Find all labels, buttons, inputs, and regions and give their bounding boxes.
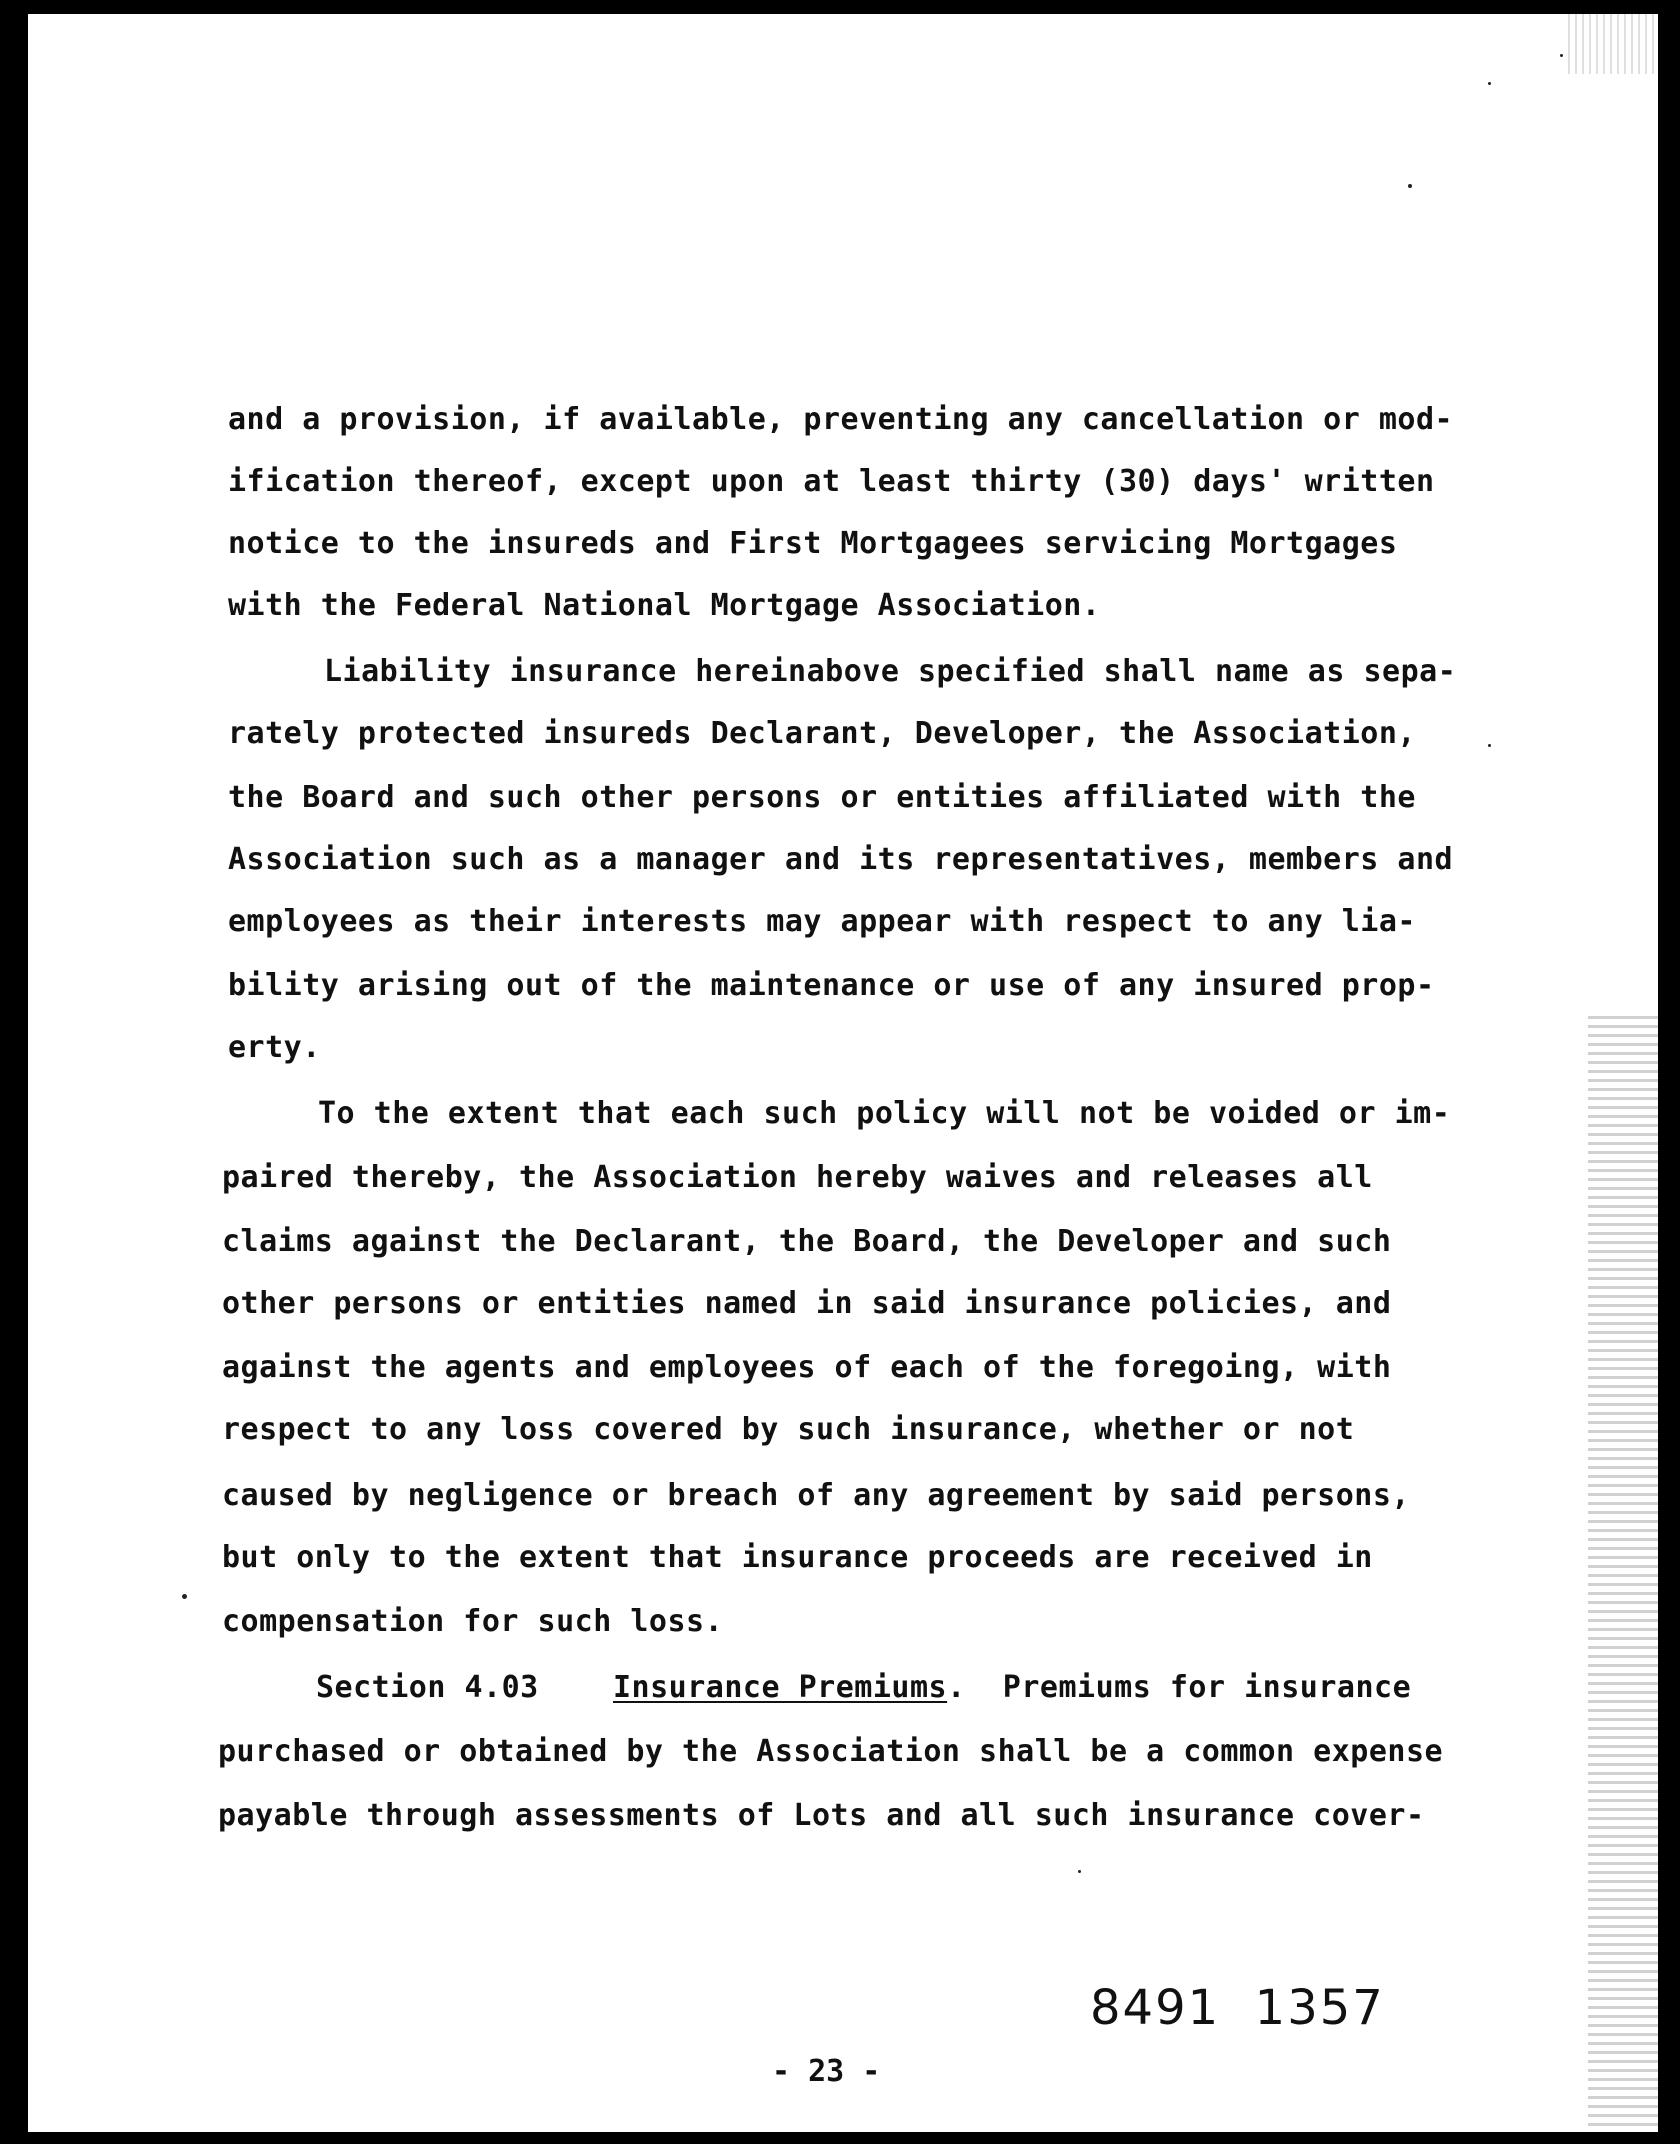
body-line: the Board and such other persons or entities affiliated with the <box>228 780 1416 815</box>
scan-speck <box>1560 54 1563 57</box>
body-line: and a provision, if available, preventing any cancellation or mod- <box>228 402 1454 437</box>
body-line: Liability insurance hereinabove specified shall name as sepa- <box>324 654 1457 689</box>
scan-speck <box>1488 82 1491 85</box>
body-line: respect to any loss covered by such insurance, whether or not <box>222 1412 1355 1447</box>
body-line: caused by negligence or breach of any agreement by said persons, <box>222 1478 1410 1513</box>
body-line: ification thereof, except upon at least thirty (30) days' written <box>228 464 1435 499</box>
section-heading-line <box>316 1670 1411 1706</box>
section-heading-continuation: . Premiums for insurance <box>947 1670 1412 1705</box>
body-line: with the Federal National Mortgage Association. <box>228 588 1101 623</box>
body-line: purchased or obtained by the Association shall be a common expense <box>218 1734 1444 1769</box>
body-line: compensation for such loss. <box>222 1604 724 1639</box>
body-line: payable through assessments of Lots and all such insurance cover- <box>218 1798 1425 1833</box>
body-line: claims against the Declarant, the Board, the Developer and such <box>222 1224 1392 1259</box>
body-line: bility arising out of the maintenance or use of any insured prop- <box>228 968 1435 1003</box>
page-number: - 23 - <box>772 2054 881 2089</box>
body-line: To the extent that each such policy will not be voided or im- <box>318 1096 1451 1131</box>
scan-speck <box>182 1594 187 1599</box>
body-line: notice to the insureds and First Mortgagees servicing Mortgages <box>228 526 1398 561</box>
scan-speck <box>1078 1870 1081 1873</box>
body-line: but only to the extent that insurance proceeds are received in <box>222 1540 1373 1575</box>
body-line: rately protected insureds Declarant, Developer, the Association, <box>228 716 1416 751</box>
scan-speck <box>1488 744 1491 747</box>
scan-speck <box>1408 184 1412 188</box>
body-line: other persons or entities named in said insurance policies, and <box>222 1286 1392 1321</box>
body-line: Association such as a manager and its representatives, members and <box>228 842 1454 877</box>
scan-edge-noise <box>1588 1014 1658 2144</box>
body-line: employees as their interests may appear with respect to any lia- <box>228 904 1416 939</box>
scan-edge-noise-top <box>1568 14 1658 74</box>
section-heading: Insurance Premiums <box>613 1670 948 1705</box>
body-line: paired thereby, the Association hereby waives and releases all <box>222 1160 1373 1195</box>
body-line: erty. <box>228 1030 321 1065</box>
body-line: against the agents and employees of each of the foregoing, with <box>222 1350 1392 1385</box>
section-number: Section 4.03 <box>316 1670 539 1705</box>
recording-reference-number: 8491 1357 <box>1090 1980 1385 2036</box>
